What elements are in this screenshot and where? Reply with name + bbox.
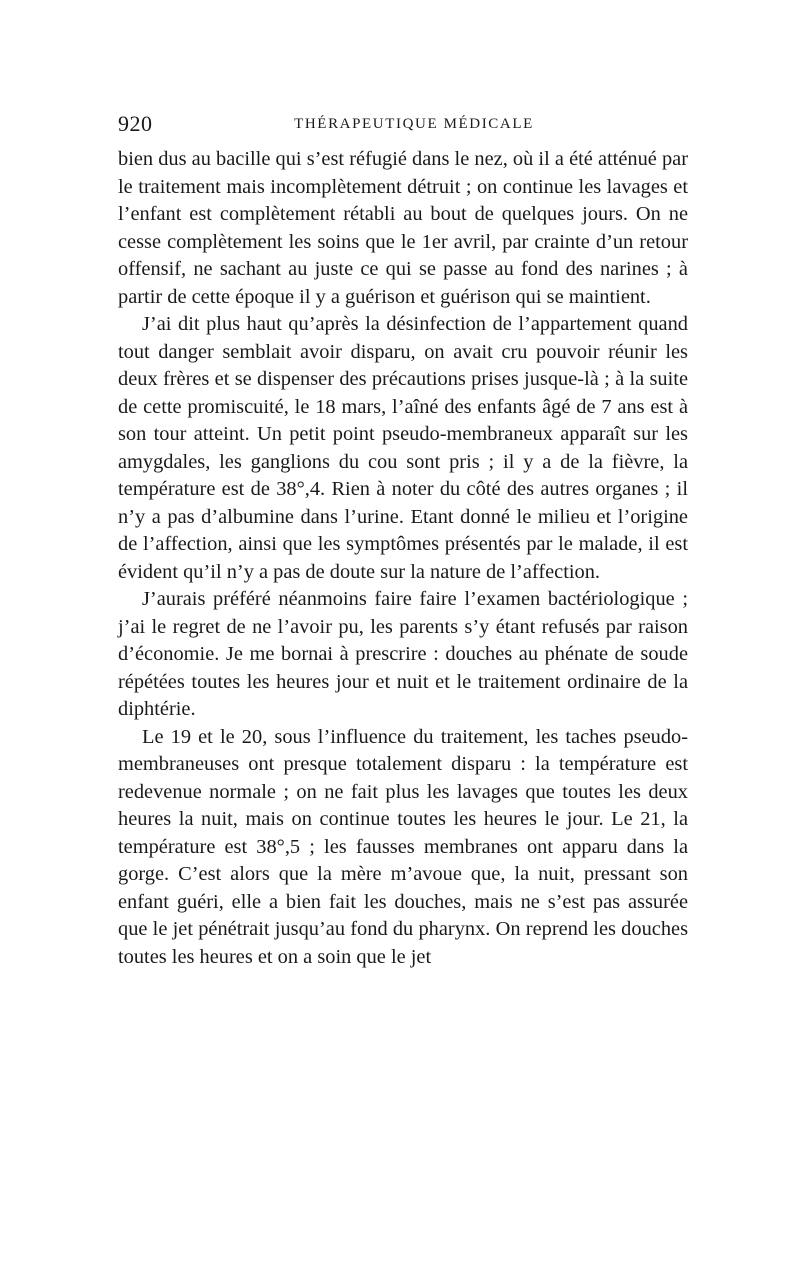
body-text — [118, 146, 688, 971]
paragraph-second-child: J’ai dit plus haut qu’après la désinfection de l’appartement quand tout danger semblait avoir disparu, on avait cru pouvoir réunir les deux frères et se dispenser des précautions prises jusque-là ; à la suite de cette promiscuité, le 18 mars, l’aîné des enfants âgé de 7 ans est à son tour atteint. Un petit point pseudo-membraneux apparaît sur les amygdales, les ganglions du cou sont pris ; il y a de la fièvre, la température est de 38°,4. Rien à noter du côté des autres organes ; il n’y a pas d’albumine dans l’urine. Etant donné le milieu et l’origine de l’affection, ainsi que les symptômes présentés par le malade, il est évident qu’il n’y a pas de doute sur la nature de l’affection. — [118, 313, 688, 583]
paragraph-bacteriology: J’aurais préféré néanmoins faire faire l’examen bactériologique ; j’ai le regret de ne l’avoir pu, les parents s’y étant refusés par raison d’économie. Je me bornai à prescrire : douches au phénate de soude répétées toutes les heures jour et nuit et le traitement ordinaire de la diphtérie. — [118, 588, 688, 720]
paragraph-continuation: bien dus au bacille qui s’est réfugié dans le nez, où il a été atténué par le traitement mais incomplètement détruit ; on continue les lavages et l’enfant est complètement rétabli au bout de quelques jours. On ne cesse complètement les soins que le 1er avril, par crainte d’un retour offensif, ne sachant au juste ce qui se passe au fond des narines ; à partir de cette époque il y a guérison et guérison qui se maintient. — [118, 148, 688, 308]
running-head — [118, 110, 688, 138]
book-page — [118, 110, 688, 971]
page-number: 920 — [118, 111, 153, 136]
paragraph-treatment-course: Le 19 et le 20, sous l’influence du traitement, les taches pseudo-membraneuses ont presque totalement disparu : la température est redevenue normale ; on ne fait plus les lavages que toutes les deux heures la nuit, mais on continue toutes les heures le jour. Le 21, la température est 38°,5 ; les fausses membranes ont apparu dans la gorge. C’est alors que la mère m’avoue que, la nuit, pressant son enfant guéri, elle a bien fait les douches, mais ne s’est pas assurée que le jet pénétrait jusqu’au fond du pharynx. On reprend les douches toutes les heures et on a soin que le jet — [118, 725, 688, 968]
running-title: THÉRAPEUTIQUE MÉDICALE — [294, 116, 534, 132]
